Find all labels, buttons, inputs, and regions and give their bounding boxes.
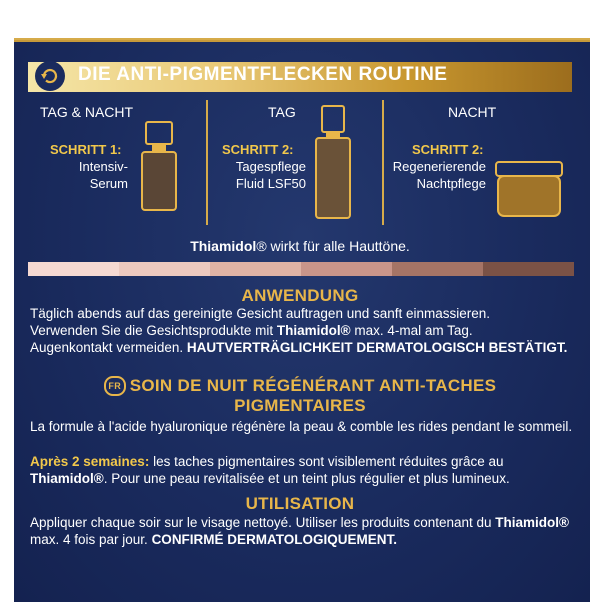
step-2-day-text-line2: Fluid LSF50 bbox=[235, 176, 306, 191]
skin-tone-swatch bbox=[210, 262, 301, 276]
step-1-text-line1: Intensiv- bbox=[78, 159, 128, 174]
column-head-night: NACHT bbox=[448, 104, 497, 120]
de-line-2a: Verwenden Sie die Gesichtsprodukte mit bbox=[30, 323, 277, 338]
skin-tone-swatch bbox=[28, 262, 119, 276]
fr-results-label: Après 2 semaines: bbox=[30, 454, 150, 469]
fr-results bbox=[30, 453, 578, 487]
refresh-cycle-icon bbox=[34, 60, 66, 92]
column-head-day-night: TAG & NACHT bbox=[40, 104, 134, 120]
thiamidol-rest: ® wirkt für alle Hauttöne. bbox=[256, 238, 410, 254]
fr-heading-line2: PIGMENTAIRES bbox=[234, 396, 366, 415]
cream-jar-icon bbox=[494, 160, 564, 220]
step-2-night-label: SCHRITT 2: bbox=[412, 142, 484, 157]
de-line-1: Täglich abends auf das gereinigte Gesicht auftragen und sanft einmassieren. bbox=[30, 306, 491, 321]
fr-description: La formule à l'acide hyaluronique régénère la peau & comble les rides pendant le sommeil. bbox=[30, 419, 573, 434]
fr-usage-confirm: CONFIRMÉ DERMATOLOGIQUEMENT. bbox=[151, 532, 398, 547]
step-1-label: SCHRITT 1: bbox=[50, 142, 122, 157]
fr-usage-a: Appliquer chaque soir sur le visage nettoyé. Utiliser les produits contenant du bbox=[30, 515, 496, 530]
routine-title: DIE ANTI-PIGMENTFLECKEN ROUTINE bbox=[78, 64, 448, 85]
column-divider bbox=[206, 100, 208, 225]
fr-product-heading bbox=[0, 376, 600, 396]
skin-tone-swatch bbox=[301, 262, 392, 276]
step-1-text-line2: Serum bbox=[89, 176, 128, 191]
de-usage-text bbox=[30, 305, 578, 356]
column-head-day: TAG bbox=[268, 104, 296, 120]
top-flap bbox=[0, 0, 600, 38]
fluid-bottle-icon bbox=[312, 104, 354, 222]
fr-heading-line1: SOIN DE NUIT RÉGÉNÉRANT ANTI-TACHES bbox=[129, 376, 497, 395]
de-usage-heading: ANWENDUNG bbox=[241, 286, 359, 305]
fr-language-badge: FR bbox=[104, 376, 126, 396]
step-2-day-text-line1: Tagespflege bbox=[235, 159, 306, 174]
de-line-2b: Thiamidol® bbox=[276, 323, 351, 338]
thiamidol-skin-tones-line bbox=[0, 238, 600, 254]
serum-bottle-icon bbox=[138, 118, 180, 214]
skin-tone-swatch bbox=[392, 262, 483, 276]
fr-results-text-a: les taches pigmentaires sont visiblement réduites grâce au bbox=[149, 454, 504, 469]
fr-results-thiamidol: Thiamidol® bbox=[30, 471, 104, 486]
fr-results-text-b: . Pour une peau revitalisée et un teint plus régulier et plus lumineux. bbox=[103, 471, 510, 486]
step-2-day-label: SCHRITT 2: bbox=[222, 142, 294, 157]
skin-tone-swatch bbox=[119, 262, 210, 276]
de-line-3b: HAUTVERTRÄGLICHKEIT DERMATOLOGISCH BESTÄTIGT. bbox=[186, 340, 568, 355]
fr-usage-heading: UTILISATION bbox=[245, 494, 355, 513]
skin-tone-scale bbox=[28, 262, 574, 276]
thiamidol-brand: Thiamidol bbox=[190, 238, 257, 254]
fr-usage-thiamidol: Thiamidol® bbox=[495, 515, 569, 530]
fr-usage-text bbox=[30, 514, 578, 548]
step-2-night-text-line2: Nachtpflege bbox=[416, 176, 486, 191]
de-line-2c: max. 4-mal am Tag. bbox=[350, 323, 473, 338]
de-line-3a: Augenkontakt vermeiden. bbox=[30, 340, 187, 355]
fr-usage-c: max. 4 fois par jour. bbox=[30, 532, 152, 547]
step-2-night-text-line1: Regenerierende bbox=[392, 159, 486, 174]
skin-tone-swatch bbox=[483, 262, 574, 276]
